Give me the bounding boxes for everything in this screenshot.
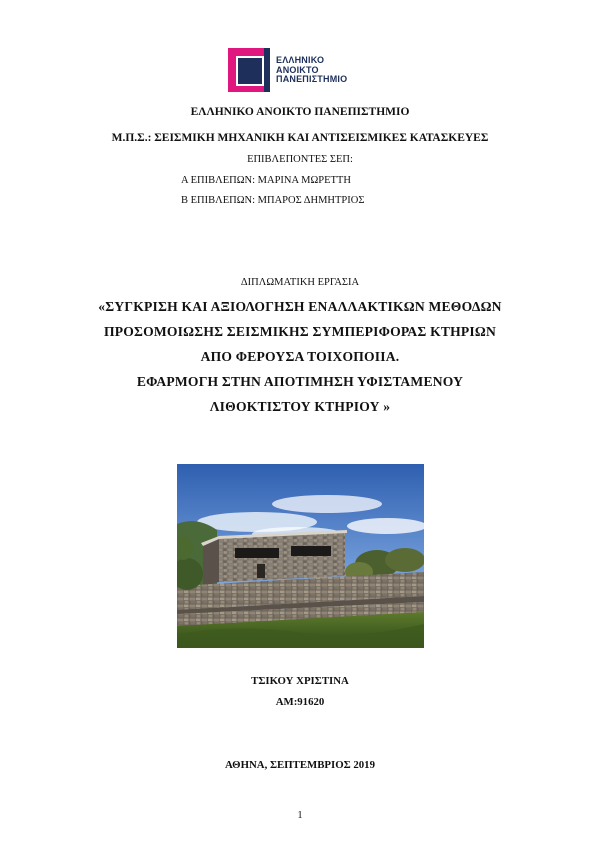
thesis-title-line: ΛΙΘΟΚΤΙΣΤΟΥ ΚΤΗΡΙΟΥ » [209, 399, 391, 414]
stone-building-photo [177, 464, 424, 648]
stone-building-illustration [177, 464, 424, 648]
thesis-title-line: «ΣΥΓΚΡΙΣΗ ΚΑΙ ΑΞΙΟΛΟΓΗΣΗ ΕΝΑΛΛΑΚΤΙΚΩΝ ΜΕΘΟΔΩΝ [98, 299, 502, 314]
logo-wordmark [276, 56, 347, 85]
student-id: ΑΜ:91620 [275, 696, 325, 708]
author-name: ΤΣΙΚΟΥ ΧΡΙΣΤΙΝΑ [251, 675, 349, 687]
thesis-type: ΔΙΠΛΩΜΑΤΙΚΗ ΕΡΓΑΣΙΑ [240, 277, 360, 288]
logo-line-2: ΑΝΟΙΚΤΟ [276, 64, 319, 75]
logo-line-1: ΕΛΛΗΝΙΚΟ [276, 55, 325, 65]
thesis-title-line: ΑΠΟ ΦΕΡΟΥΣΑ ΤΟΙΧΟΠΟΙΙΑ. [200, 349, 400, 364]
thesis-title-line: ΠΡΟΣΟΜΟΙΩΣΗΣ ΣΕΙΣΜΙΚΗΣ ΣΥΜΠΕΡΙΦΟΡΑΣ ΚΤΗΡΙΩΝ [103, 324, 497, 339]
thesis-title-line: ΕΦΑΡΜΟΓΗ ΣΤΗΝ ΑΠΟΤΙΜΗΣΗ ΥΦΙΣΤΑΜΕΝΟΥ [136, 374, 464, 389]
university-name: ΕΛΛΗΝΙΚΟ ΑΝΟΙΚΤΟ ΠΑΝΕΠΙΣΤΗΜΙΟ [190, 106, 410, 118]
supervisor-b: Β ΕΠΙΒΛΕΠΩΝ: ΜΠΑΡΟΣ ΔΗΜΗΤΡΙΟΣ [181, 195, 365, 206]
supervisor-a: Α ΕΠΙΒΛΕΠΩΝ: ΜΑΡΙΝΑ ΜΩΡΕΤΤΗ [181, 175, 351, 186]
place-date: ΑΘΗΝΑ, ΣΕΠΤΕΜΒΡΙΟΣ 2019 [225, 759, 375, 771]
university-logo [226, 46, 376, 96]
eap-logo-mark-icon [226, 46, 272, 94]
logo-line-3: ΠΑΝΕΠΙΣΤΗΜΙΟ [276, 74, 348, 84]
supervisors-label: ΕΠΙΒΛΕΠΟΝΤΕΣ ΣΕΠ: [247, 154, 353, 165]
page-number: 1 [297, 810, 303, 821]
program-name: Μ.Π.Σ.: ΣΕΙΣΜΙΚΗ ΜΗΧΑΝΙΚΗ ΚΑΙ ΑΝΤΙΣΕΙΣΜΙΚΕΣ ΚΑΤΑΣΚΕΥΕΣ [111, 132, 489, 144]
